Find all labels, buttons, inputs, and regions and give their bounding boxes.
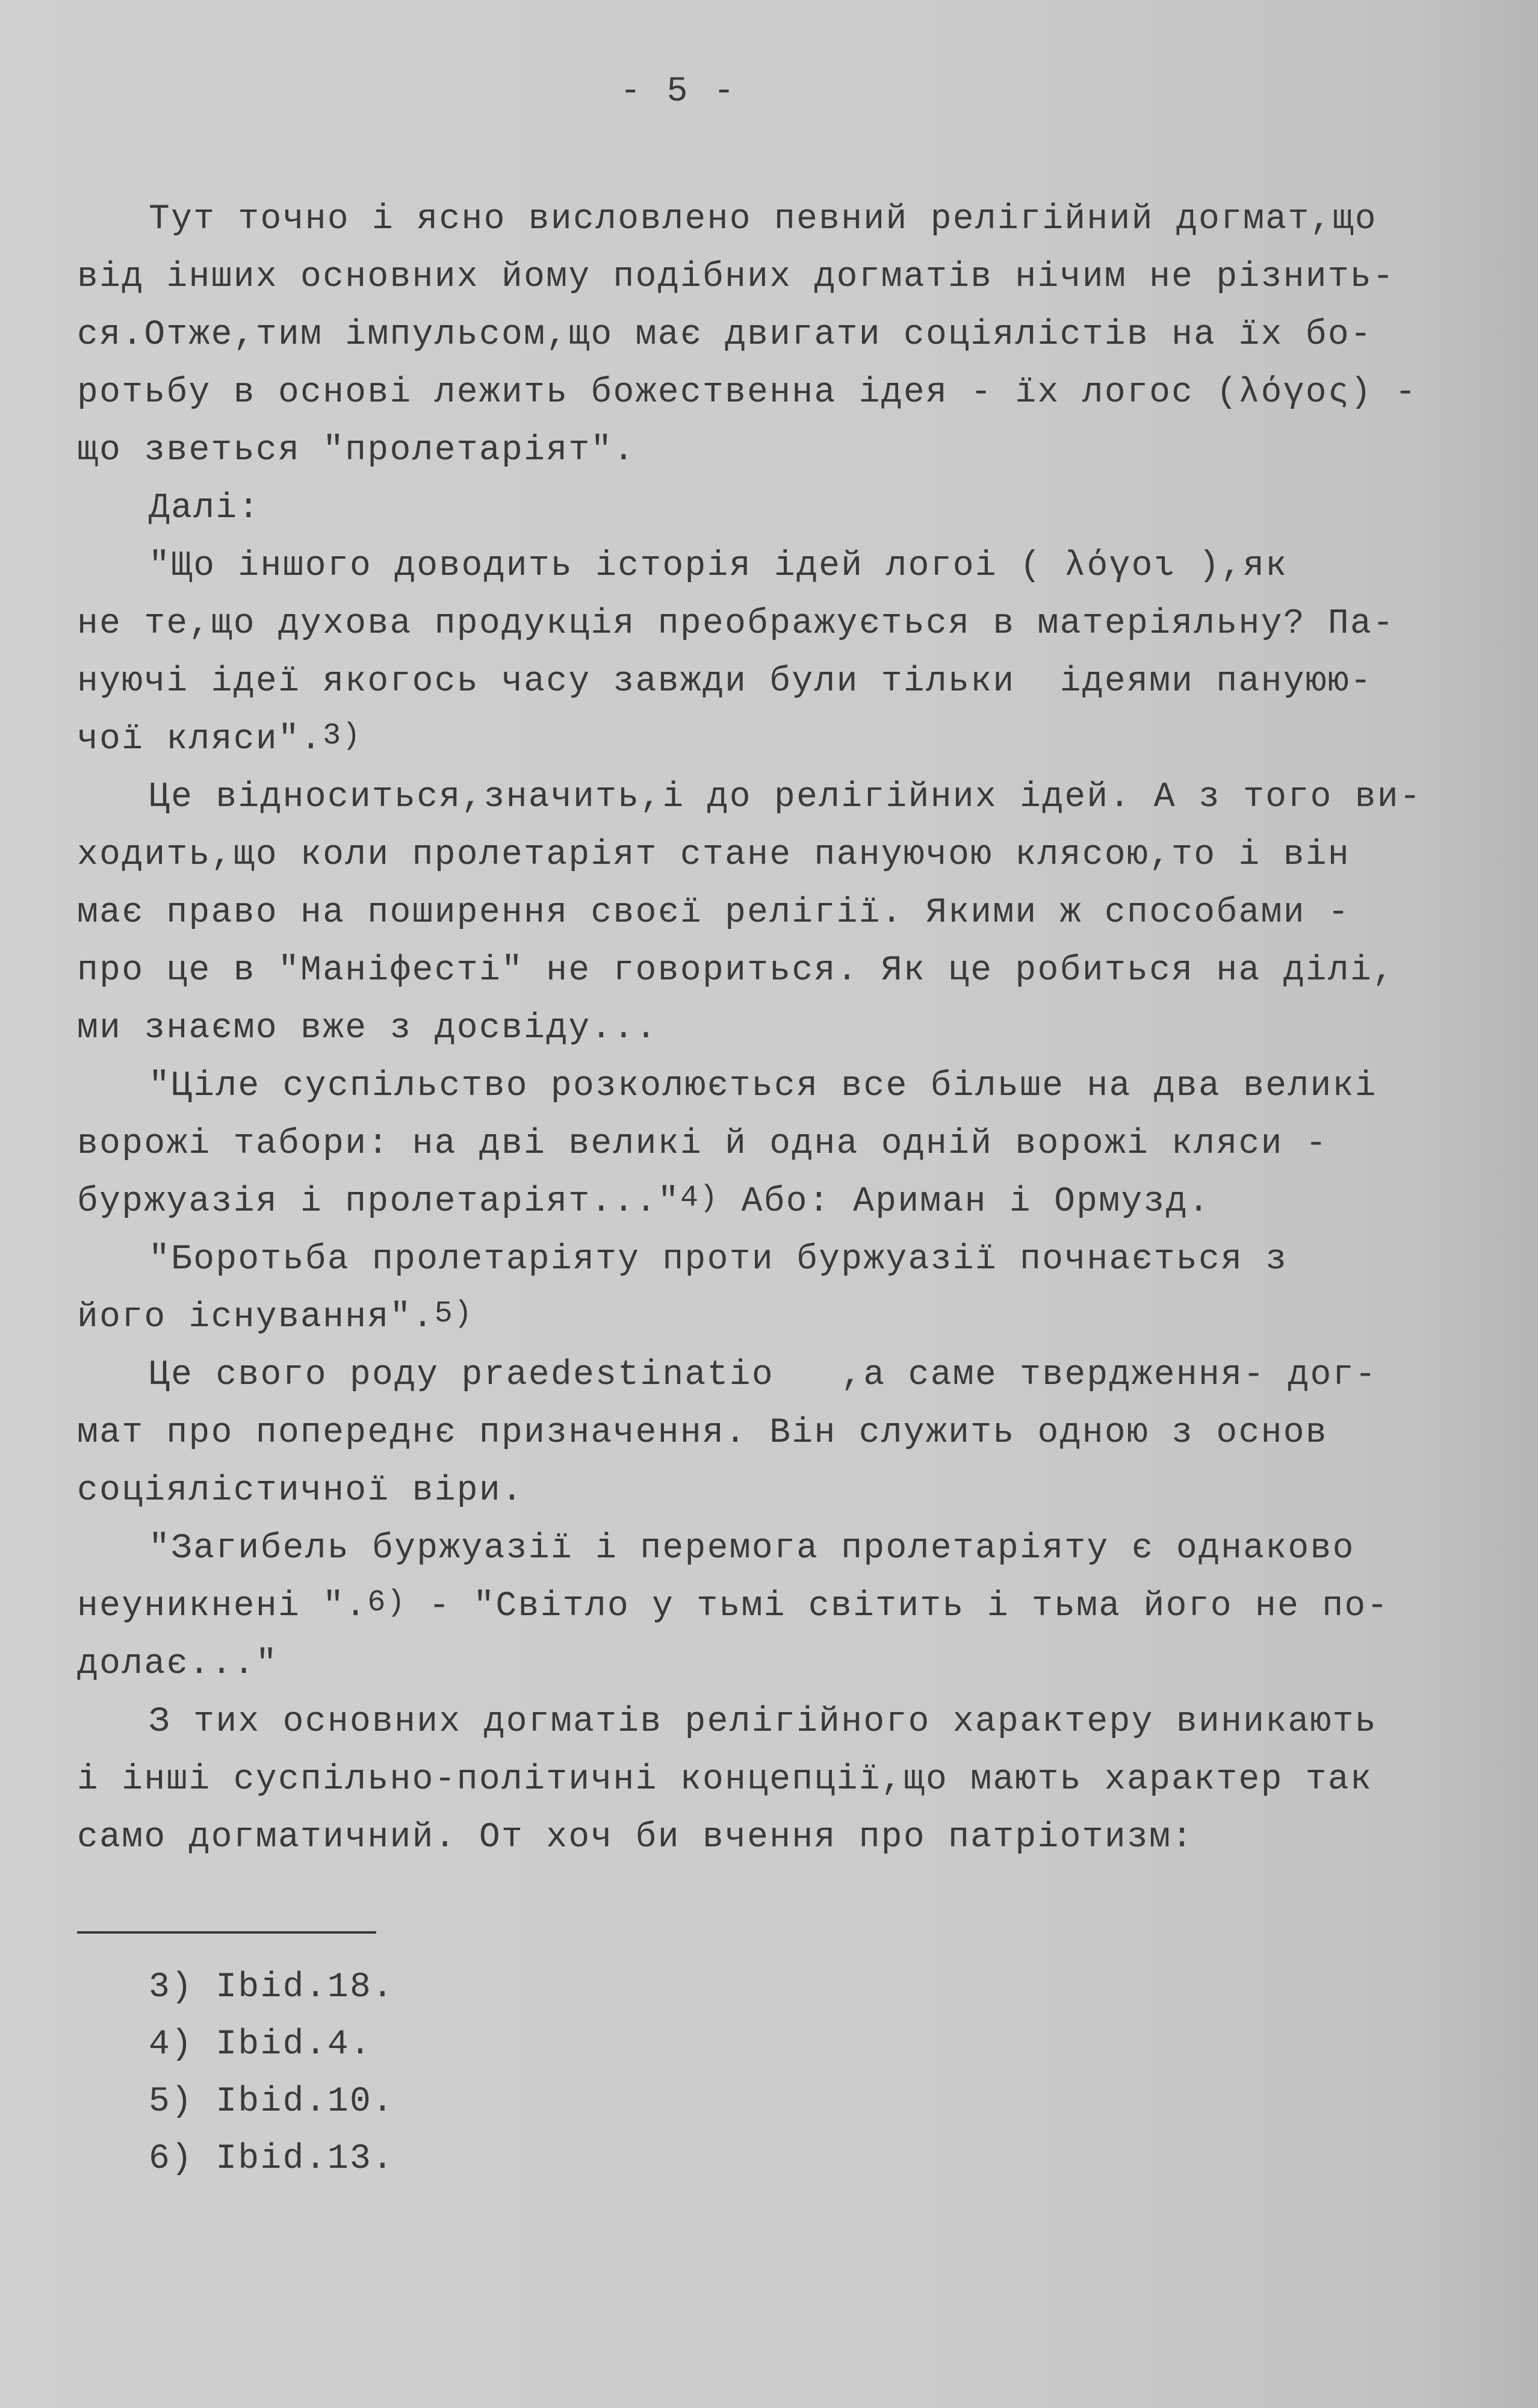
- text-line: [77, 1636, 1522, 1693]
- footnote-divider: [77, 1931, 376, 1934]
- line-text: З тих основних догматів релігійного характеру виникають: [149, 1702, 1377, 1742]
- text-line: [77, 653, 1522, 711]
- line-text: "Що іншого доводить історія ідей логоі ( λόγοι ),як: [149, 547, 1288, 586]
- line-text: його існування".: [77, 1298, 435, 1337]
- line-text: буржуазія і пролетаріят...": [77, 1182, 680, 1221]
- text-line: [77, 1347, 1522, 1404]
- line-text: ротьбу в основі лежить божественна ідея - їх логос (λόγος) -: [77, 373, 1418, 412]
- line-text: ворожі табори: на дві великі й одна одній ворожі кляси -: [77, 1125, 1328, 1164]
- text-line: [77, 306, 1522, 364]
- text-line: [77, 480, 1522, 538]
- line-text: і інші суспільно-політичні концепції,що мають характер так: [77, 1760, 1373, 1799]
- text-line: [77, 1809, 1522, 1867]
- text-line: [77, 538, 1522, 595]
- text-line: [77, 1289, 1522, 1347]
- line-text: мат про попереднє призначення. Він служить одною з основ: [77, 1413, 1328, 1453]
- line-text: соціялістичної віри.: [77, 1471, 524, 1510]
- line-text: Це відноситься,значить,і до релігійних ідей. А з того ви-: [149, 778, 1422, 817]
- text-line: [77, 191, 1522, 249]
- line-text: що зветься "пролетаріят".: [77, 431, 636, 470]
- text-line: [77, 249, 1522, 306]
- line-text: неуникнені ".: [77, 1587, 368, 1626]
- footnotes: [149, 1959, 394, 2188]
- text-line: [77, 1520, 1522, 1578]
- line-text: нуючі ідеї якогось часу завжди були тільки ідеями пануюю-: [77, 662, 1373, 701]
- text-line: [77, 1231, 1522, 1289]
- line-text: Далі:: [149, 489, 261, 528]
- text-line: [77, 1462, 1522, 1520]
- footnote: 3) Ibid.18.: [149, 1968, 395, 2007]
- text-line: [77, 884, 1522, 942]
- line-text: не те,що духова продукція преображується в матеріяльну? Па-: [77, 604, 1395, 644]
- text-line: [77, 1404, 1522, 1462]
- line-text: долає...": [77, 1645, 278, 1684]
- line-text-continued: Або: Ариман і Ормузд.: [719, 1182, 1211, 1221]
- document-body: [77, 191, 1522, 1867]
- text-line: [77, 1116, 1522, 1173]
- text-line: [77, 422, 1522, 480]
- line-text-continued: - "Світло у тьмі світить і тьма його не по-: [406, 1587, 1389, 1626]
- text-line: [77, 827, 1522, 884]
- line-text: само догматичний. От хоч би вчення про патріотизм:: [77, 1818, 1194, 1857]
- text-line: [77, 711, 1522, 769]
- text-line: [77, 1751, 1522, 1809]
- line-text: "Загибель буржуазії і перемога пролетаріяту є однаково: [149, 1529, 1355, 1568]
- text-line: [77, 1173, 1522, 1231]
- footnote: 6) Ibid.13.: [149, 2140, 395, 2179]
- footnote: 4) Ibid.4.: [149, 2025, 373, 2064]
- text-line: [77, 1578, 1522, 1636]
- line-text: про це в "Маніфесті" не говориться. Як це робиться на ділі,: [77, 951, 1395, 990]
- text-line: [77, 1000, 1522, 1058]
- line-text: Це свого роду praedestinatio ,а саме твердження- дог-: [149, 1356, 1377, 1395]
- footnote-ref: 5): [434, 1297, 474, 1331]
- line-text: має право на поширення своєї релігії. Якими ж способами -: [77, 893, 1351, 932]
- footnote: 5) Ibid.10.: [149, 2082, 395, 2121]
- line-text: "Ціле суспільство розколюється все більше на два великі: [149, 1067, 1377, 1106]
- text-line: [77, 364, 1522, 422]
- line-text: чої кляси".: [77, 720, 323, 759]
- footnote-ref: 4): [680, 1181, 719, 1215]
- line-text: ходить,що коли пролетаріят стане пануючою клясою,то і він: [77, 836, 1351, 875]
- page-number: - 5 -: [620, 72, 737, 111]
- text-line: [77, 1693, 1522, 1751]
- text-line: [77, 942, 1522, 1000]
- text-line: [77, 769, 1522, 827]
- text-line: [77, 595, 1522, 653]
- line-text: від інших основних йому подібних догматів нічим не різнить-: [77, 258, 1395, 297]
- line-text: ся.Отже,тим імпульсом,що має двигати соціялістів на їх бо-: [77, 315, 1373, 355]
- footnote-ref: 3): [323, 719, 362, 753]
- line-text: "Боротьба пролетаріяту проти буржуазії почнається з: [149, 1240, 1288, 1279]
- line-text: Тут точно і ясно висловлено певний релігійний догмат,що: [149, 200, 1377, 239]
- text-line: [77, 1058, 1522, 1116]
- footnote-ref: 6): [367, 1586, 406, 1620]
- line-text: ми знаємо вже з досвіду...: [77, 1009, 658, 1048]
